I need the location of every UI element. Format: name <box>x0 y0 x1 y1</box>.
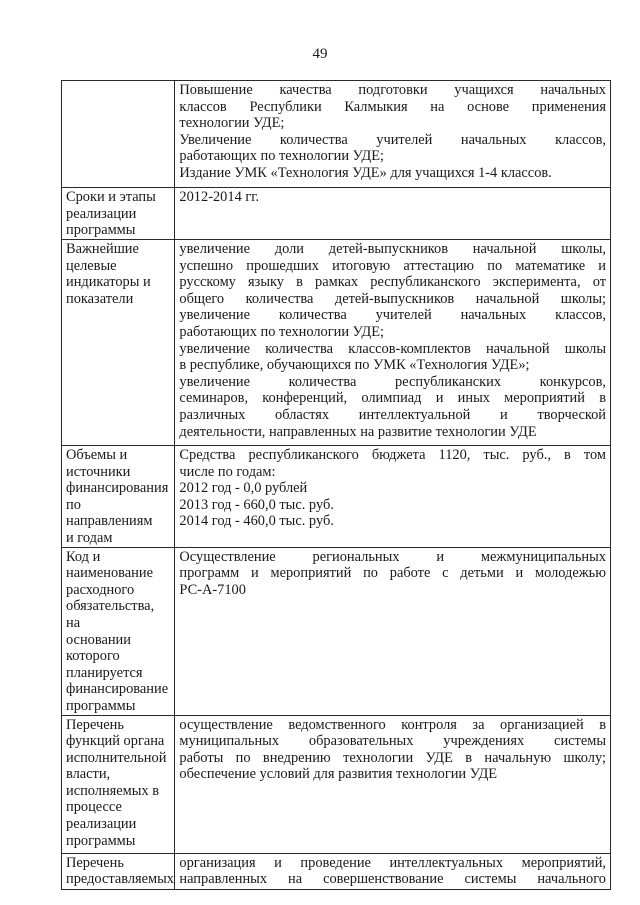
description-line: Повышение качества подготовки учащихся начальных <box>179 82 606 98</box>
label-line: исполняемых в <box>66 782 160 799</box>
label-line: основании <box>66 631 131 648</box>
description-line: общего количества детей-выпускников начальной школы; <box>179 290 606 307</box>
label-line: обязательства, на <box>66 598 155 631</box>
label-line: программы <box>66 697 136 714</box>
description-line: организация и проведение интеллектуальных мероприятий, <box>179 854 606 871</box>
label-line: программы <box>66 222 136 239</box>
program-passport-table <box>61 80 611 890</box>
label-line: Важнейшие <box>66 241 139 257</box>
row-label-cell <box>62 81 175 188</box>
label-line: реализации <box>66 205 137 222</box>
table-row-provided-services <box>62 853 611 889</box>
label-line: Перечень <box>66 854 124 871</box>
label-line: финансирование <box>66 681 169 698</box>
label-line: по направлениям <box>66 496 153 530</box>
description-line: работы по внедрению технологии УДЕ в начальную школу; <box>179 749 606 766</box>
table-row-terms-and-stages <box>62 188 611 240</box>
row-description-cell <box>175 188 611 240</box>
row-label-cell <box>62 715 175 853</box>
row-label-cell <box>62 547 175 715</box>
description-line: РС-А-7100 <box>179 581 246 598</box>
description-line: 2014 год - 460,0 тыс. руб. <box>179 513 334 530</box>
description-line: 2013 год - 660,0 тыс. руб. <box>179 496 334 513</box>
table-row-expected-results <box>62 81 611 188</box>
description-line: работающих по технологии УДЕ; <box>179 148 384 165</box>
row-label-cell <box>62 240 175 446</box>
row-label-cell <box>62 188 175 240</box>
label-line: планируется <box>66 664 143 681</box>
description-line: 2012 год - 0,0 рублей <box>179 480 308 497</box>
row-description-cell <box>175 446 611 548</box>
label-line: Объемы и <box>66 447 128 463</box>
label-line: которого <box>66 648 120 665</box>
description-line: увеличение количества классов-комплектов начальной школы <box>179 340 606 357</box>
label-line: Код и <box>66 548 101 565</box>
label-line: Сроки и этапы <box>66 189 156 205</box>
description-line: Издание УМК «Технология УДЕ» для учащихся 1-4 классов. <box>179 164 552 181</box>
description-line: осуществление ведомственного контроля за организацией в <box>179 716 606 733</box>
description-line: Средства республиканского бюджета 1120, тыс. руб., в том <box>179 447 606 463</box>
label-line: источники <box>66 463 131 480</box>
label-line: власти, <box>66 766 111 783</box>
description-line: в республике, обучающихся по УМК «Технология УДЕ»; <box>179 357 530 374</box>
description-line: обеспечение условий для развития технологии УДЕ <box>179 766 498 783</box>
page-number: 49 <box>312 46 328 62</box>
description-line: технологии УДЕ; <box>179 115 285 132</box>
label-line: наименование <box>66 565 153 582</box>
description-line: успешно прошедших итоговую аттестацию по математике и <box>179 257 606 274</box>
label-line: расходного <box>66 581 135 598</box>
row-description-cell <box>175 81 611 188</box>
description-line: Увеличение количества учителей начальных классов, <box>179 131 606 148</box>
description-line: классов Республики Калмыкия на основе применения <box>179 98 606 115</box>
description-line: Осуществление региональных и межмуниципальных <box>179 548 606 565</box>
label-line: предоставляемых <box>66 871 174 888</box>
description-line: русскому языку в рамках республиканского эксперимента, от <box>179 274 606 291</box>
description-line: увеличение количества республиканских конкурсов, <box>179 373 606 390</box>
description-line: деятельности, направленных на развитие технологии УДЕ <box>179 423 537 440</box>
label-line: финансирования <box>66 480 169 497</box>
row-description-cell <box>175 853 611 889</box>
label-line: процессе <box>66 799 122 816</box>
row-label-cell <box>62 446 175 548</box>
row-label-cell <box>62 853 175 889</box>
label-line: исполнительной <box>66 749 167 766</box>
description-line: различных областях интеллектуальной и творческой <box>179 406 606 423</box>
table-row-target-indicators <box>62 240 611 446</box>
description-line: 2012-2014 гг. <box>179 189 260 205</box>
description-line: программ и мероприятий по работе с детьми и молодежью <box>179 565 606 582</box>
label-line: и годам <box>66 529 113 546</box>
description-line: направленных на совершенствование системы начального <box>179 871 606 888</box>
row-description-cell <box>175 547 611 715</box>
label-line: Перечень <box>66 716 124 733</box>
description-line: работающих по технологии УДЕ; <box>179 323 384 340</box>
table-row-expenditure-code <box>62 547 611 715</box>
label-line: индикаторы и <box>66 274 151 291</box>
label-line: реализации <box>66 816 137 833</box>
description-line: числе по годам: <box>179 463 276 480</box>
table-row-authority-functions <box>62 715 611 853</box>
label-line: программы <box>66 832 136 849</box>
row-description-cell <box>175 715 611 853</box>
description-line: увеличение количества учителей начальных классов, <box>179 307 606 324</box>
description-line: увеличение доли детей-выпускников начальной школы, <box>179 241 606 257</box>
description-line: семинаров, конференций, олимпиад и иных мероприятий в <box>179 390 606 407</box>
table-row-funding <box>62 446 611 548</box>
description-line: муниципальных образовательных учреждениях системы <box>179 733 606 750</box>
row-description-cell <box>175 240 611 446</box>
label-line: функций органа <box>66 733 165 750</box>
label-line: целевые <box>66 257 117 274</box>
label-line: показатели <box>66 290 134 307</box>
